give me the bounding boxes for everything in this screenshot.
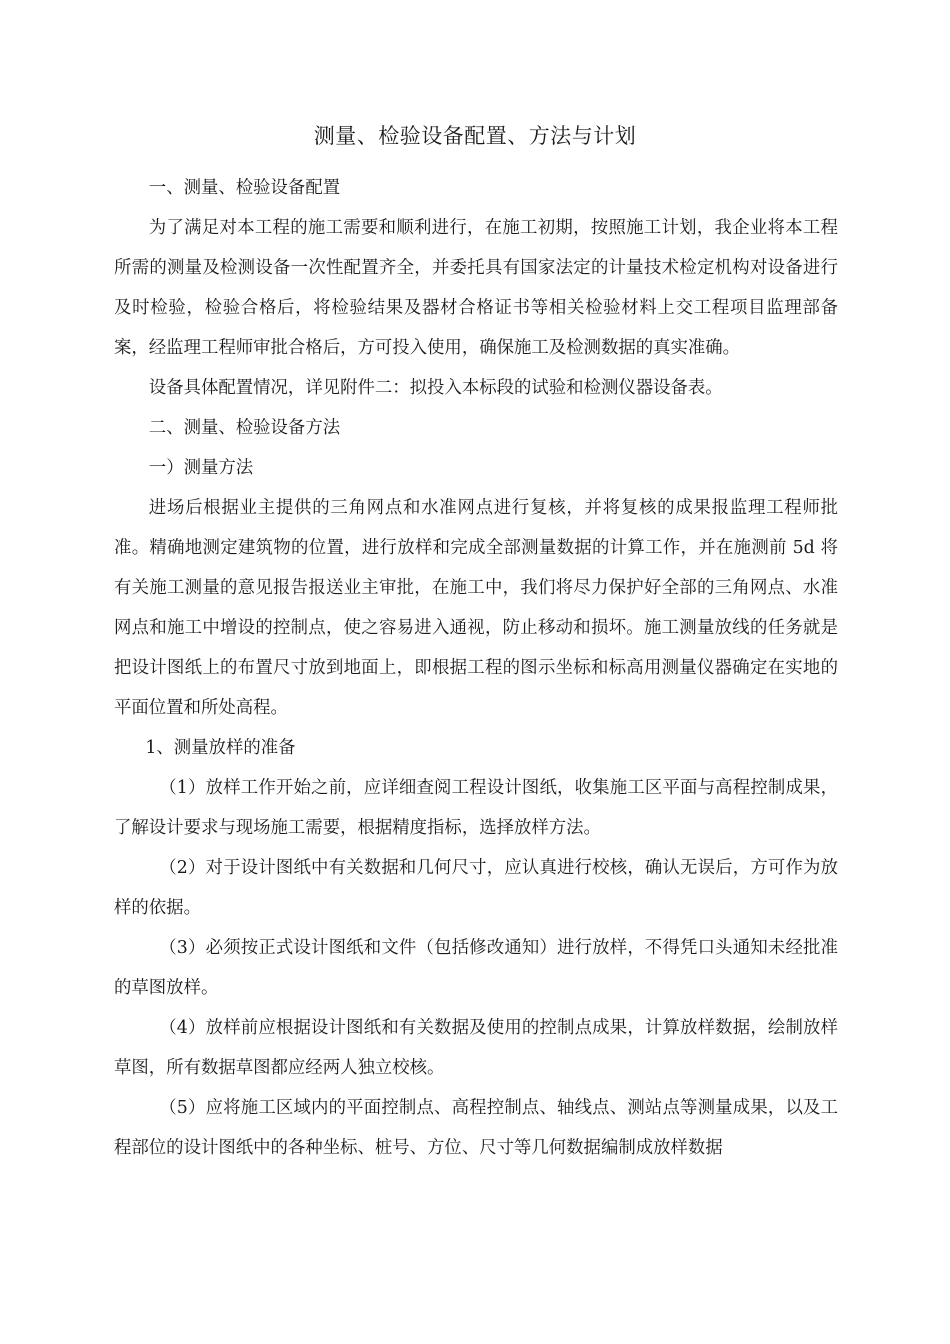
paragraph-3: 进场后根据业主提供的三角网点和水准网点进行复核，并将复核的成果报监理工程师批准。精确地测定建筑物的位置，进行放样和完成全部测量数据的计算工作，并在施测前 5d 将有关施工测量的意见报告报送业主审批，在施工中，我们将尽力保护好全部的三角网点、水准网点和施工中增设的控制点，使之容易进入通视，防止移动和损坏。施工测量放线的任务就是把设计图纸上的布置尺寸放到地面上，即根据工程的图示坐标和标高用测量仪器确定在实地的平面位置和所处高程。 xyxy=(114,498,838,718)
numbered-heading: 1、测量放样的准备 xyxy=(145,738,296,758)
paragraph-2: 设备具体配置情况，详见附件二：拟投入本标段的试验和检测仪器设备表。 xyxy=(148,378,723,398)
list-item: （3）必须按正式设计图纸和文件（包括修改通知）进行放样，不得凭口头通知未经批准的草图放样。 xyxy=(114,938,838,998)
list-item: （2）对于设计图纸中有关数据和几何尺寸，应认真进行校核，确认无误后，方可作为放样的依据。 xyxy=(114,858,838,918)
list-item: （4）放样前应根据设计图纸和有关数据及使用的控制点成果，计算放样数据，绘制放样草图，所有数据草图都应经两人独立校核。 xyxy=(114,1018,838,1078)
paragraph-1: 为了满足对本工程的施工需要和顺利进行，在施工初期，按照施工计划，我企业将本工程所需的测量及检测设备一次性配置齐全，并委托具有国家法定的计量技术检定机构对设备进行及时检验，检验合格后，将检验结果及器材合格证书等相关检验材料上交工程项目监理部备案，经监理工程师审批合格后，方可投入使用，确保施工及检测数据的真实准确。 xyxy=(114,218,838,358)
list-item: （5）应将施工区域内的平面控制点、高程控制点、轴线点、测站点等测量成果，以及工程部位的设计图纸中的各种坐标、桩号、方位、尺寸等几何数据编制成放样数据 xyxy=(114,1098,838,1158)
document-body xyxy=(114,168,838,1168)
list-item: （1）放样工作开始之前，应详细查阅工程设计图纸，收集施工区平面与高程控制成果，了解设计要求与现场施工需要，根据精度指标，选择放样方法。 xyxy=(114,778,838,838)
section-heading-1: 一、测量、检验设备配置 xyxy=(148,178,341,198)
document-title: 测量、检验设备配置、方法与计划 xyxy=(313,124,637,148)
section-heading-2: 二、测量、检验设备方法 xyxy=(148,418,341,438)
subsection-heading-1: 一）测量方法 xyxy=(148,458,254,478)
